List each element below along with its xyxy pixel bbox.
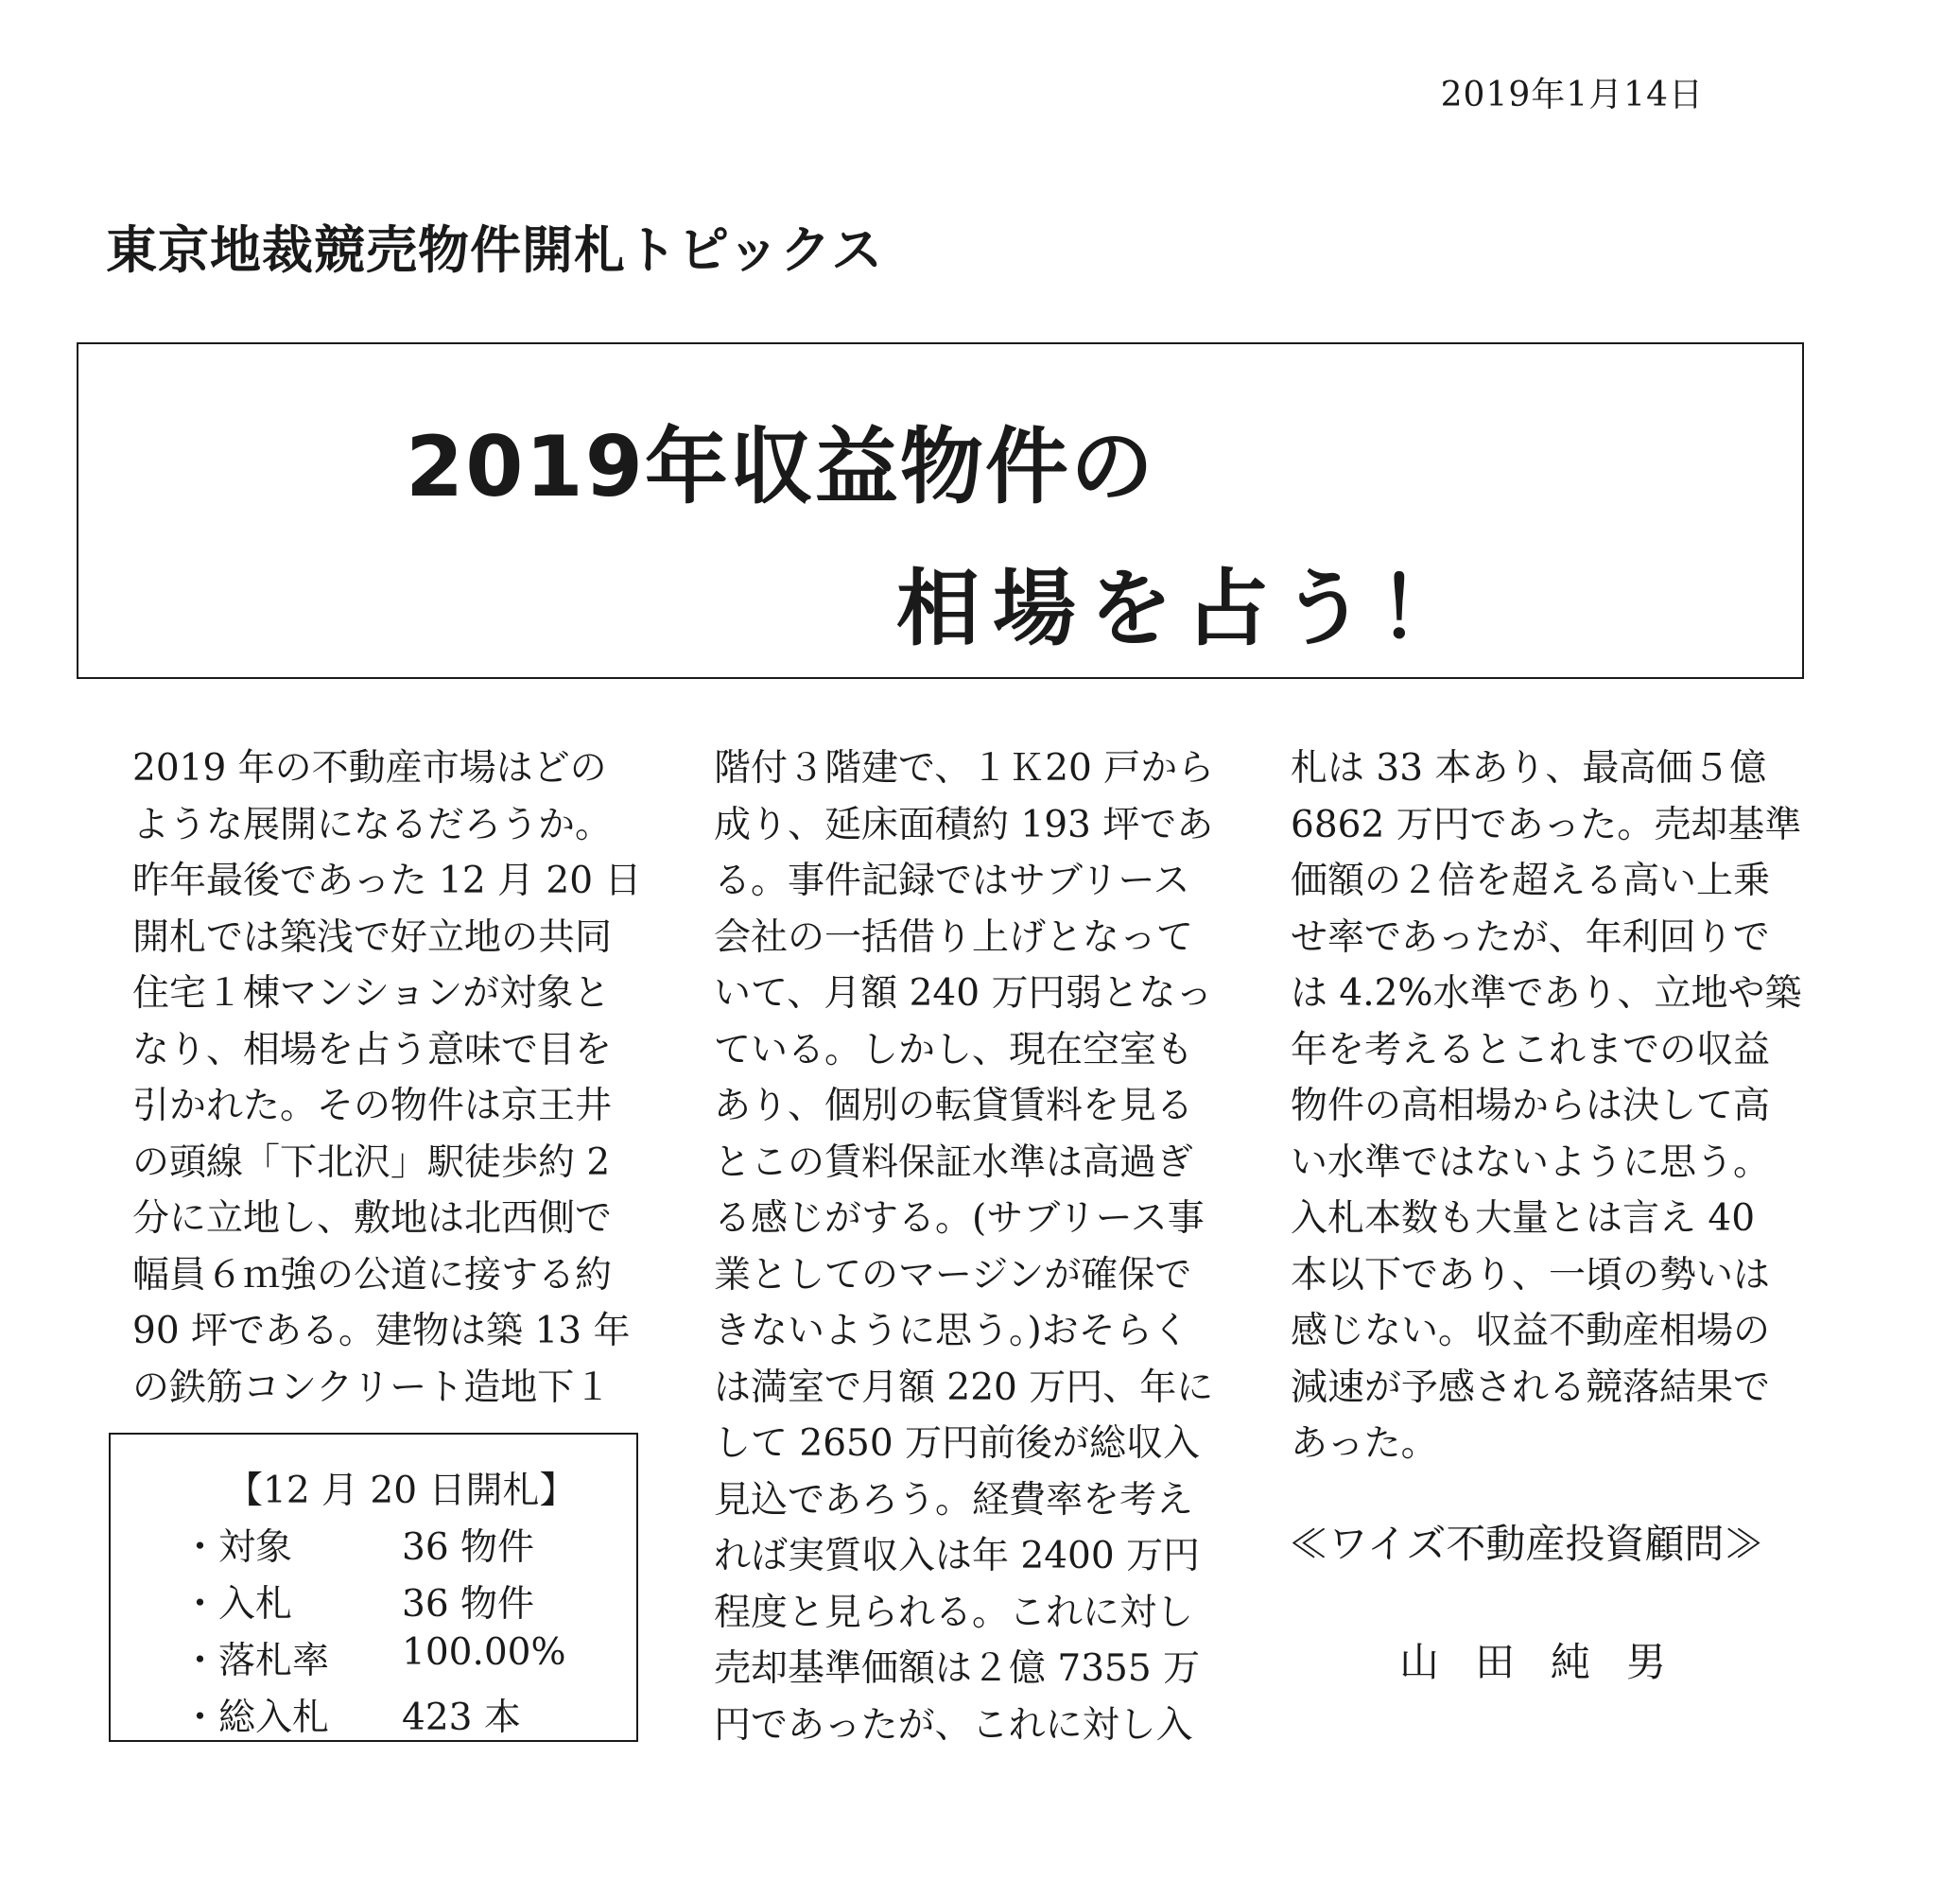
column-line: 札は 33 本あり、最高価５億 [1291, 747, 1767, 790]
column-line: 幅員６ｍ強の公道に接する約 [132, 1253, 613, 1297]
article-column-3 [1291, 740, 1801, 1472]
advisor-name: ≪ワイズ不動産投資顧問≫ [1289, 1521, 1764, 1567]
column-line: の頭線「下北沢」駅徒歩約 2 [132, 1140, 611, 1184]
stat-value: 36 物件 [402, 1583, 535, 1626]
column-line: 住宅１棟マンションが対象と [132, 972, 611, 1015]
column-line: る感じがする。(サブリース事 [714, 1197, 1205, 1240]
column-line: 売却基準価額は２億 7355 万 [714, 1647, 1201, 1690]
headline-line-1: 2019年収益物件の [406, 418, 1155, 515]
stat-label: ・落札率 [182, 1640, 330, 1682]
column-line: 減速が予感される競落結果で [1291, 1366, 1771, 1409]
stat-value: 423 本 [402, 1697, 521, 1739]
column-line: 昨年最後であった 12 月 20 日 [132, 860, 642, 902]
column-line: 成り、延床面積約 193 坪であ [714, 803, 1214, 846]
column-line: 6862 万円であった。売却基準 [1291, 803, 1802, 846]
column-line: いて、月額 240 万円弱となっ [714, 972, 1213, 1015]
column-line: 90 坪である。建物は築 13 年 [132, 1310, 631, 1352]
article-column-2 [714, 740, 1214, 1753]
column-line: は満室で月額 220 万円、年に [714, 1366, 1214, 1409]
auction-stats-box [109, 1433, 638, 1742]
date: 2019年1月14日 [1440, 76, 1704, 114]
column-line: 分に立地し、敷地は北西側で [132, 1197, 613, 1240]
stats-title: 【12 月 20 日開札】 [226, 1470, 577, 1512]
column-line: 2019 年の不動産市場はどの [132, 747, 607, 790]
column-line: れば実質収入は年 2400 万円 [714, 1535, 1201, 1577]
column-line: は 4.2%水準であり、立地や築 [1291, 972, 1802, 1015]
column-line: あり、個別の転貸賃料を見る [714, 1085, 1194, 1127]
column-line: 感じない。収益不動産相場の [1291, 1310, 1771, 1352]
stat-value: 36 物件 [402, 1526, 535, 1569]
column-line: 引かれた。その物件は京王井 [132, 1085, 613, 1127]
stat-label: ・総入札 [182, 1697, 330, 1739]
column-line: きないように思う。)おそらく [714, 1310, 1189, 1352]
column-line: なり、相場を占う意味で目を [132, 1028, 613, 1071]
column-line: 円であったが、これに対し入 [714, 1703, 1193, 1747]
stat-label: ・対象 [182, 1526, 293, 1569]
column-line: ような展開になるだろうか。 [132, 803, 613, 846]
column-line: の鉄筋コンクリート造地下１ [132, 1366, 612, 1409]
author-name: 山田純男 [1399, 1639, 1703, 1685]
column-line: とこの賃料保証水準は高過ぎ [714, 1140, 1194, 1184]
headline-line-2: 相場を占う！ [896, 560, 1476, 657]
stat-label: ・入札 [182, 1583, 293, 1626]
column-line: あった。 [1291, 1422, 1438, 1465]
stat-value: 100.00% [402, 1631, 566, 1674]
column-line: 業としてのマージンが確保で [714, 1253, 1192, 1297]
column-line: 開札では築浅で好立地の共同 [132, 915, 613, 959]
column-line: 本以下であり、一頃の勢いは [1291, 1253, 1771, 1297]
column-line: 物件の高相場からは決して高 [1291, 1085, 1771, 1127]
section-title: 東京地裁競売物件開札トピックス [106, 220, 884, 280]
headline-box [77, 342, 1804, 679]
column-line: 入札本数も大量とは言え 40 [1291, 1197, 1756, 1240]
column-line: 階付３階建で、１Ｋ20 戸から [714, 747, 1215, 790]
column-line: 会社の一括借り上げとなって [714, 915, 1194, 959]
column-line: 価額の２倍を超える高い上乗 [1291, 860, 1771, 902]
column-line: 見込であろう。経費率を考え [714, 1478, 1194, 1522]
column-line: 年を考えるとこれまでの収益 [1291, 1028, 1771, 1071]
column-line: して 2650 万円前後が総収入 [714, 1422, 1201, 1465]
column-line: 程度と見られる。これに対し [714, 1591, 1194, 1634]
column-line: ている。しかし、現在空室も [714, 1028, 1194, 1071]
column-line: る。事件記録ではサブリース [714, 860, 1190, 902]
article-column-1 [132, 740, 641, 1416]
column-line: い水準ではないように思う。 [1291, 1140, 1771, 1184]
column-line: せ率であったが、年利回りで [1291, 915, 1770, 959]
